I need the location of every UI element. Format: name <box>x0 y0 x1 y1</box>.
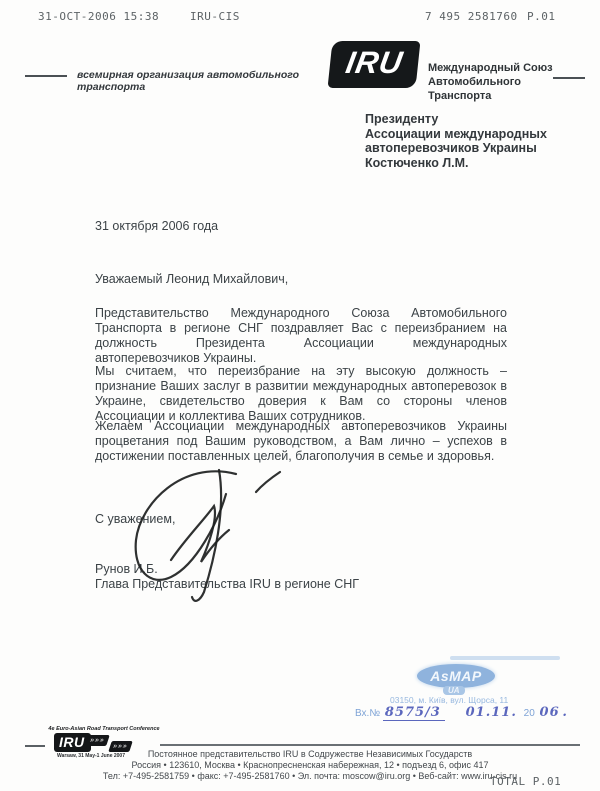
asmap-country-badge: UA <box>443 686 465 695</box>
conference-title-text: 4e Euro-Asian Road Transport Conference <box>48 726 160 732</box>
conference-arrows-icon: »»» <box>109 741 133 752</box>
fax-page-number: P.01 <box>527 10 556 23</box>
fax-sender-id: IRU-CIS <box>190 10 240 23</box>
footer-rule <box>160 744 580 746</box>
stamp-registration-line <box>355 705 585 720</box>
org-name-line2: Автомобильного Транспорта <box>428 75 521 102</box>
asmap-oval-logo <box>417 664 495 688</box>
letterhead-tagline: всемирная организация автомобильного транспорта <box>77 69 300 93</box>
org-name-line1: Международный Союз <box>428 62 553 74</box>
footer-line: Тел: +7-495-2581759 • факс: +7-495-2581760 • Эл. почта: moscow@iru.org • Веб-сайт: www.iru-cis.ru <box>102 771 518 781</box>
stamp-reg-number-handwritten: 8575/3 <box>383 705 445 721</box>
footer-contact-block <box>60 749 560 782</box>
letterhead-org-name <box>428 62 558 103</box>
stamp-reg-date-handwritten: 01.11. <box>465 705 517 720</box>
iru-logo-text: IRU <box>343 45 406 80</box>
letterhead-rule-left <box>25 75 67 77</box>
footer-line: Россия • 123610, Москва • Краснопресненская набережная, 12 • подъезд 6, офис 417 <box>131 760 489 770</box>
iru-logo <box>328 41 421 88</box>
recipient-line: Президенту <box>365 112 439 126</box>
letterhead-rule-right <box>553 77 585 79</box>
recipient-line: Костюченко Л.М. <box>365 155 469 170</box>
conference-location-text: Warsaw, 31 May-1 June 2007 <box>57 753 125 759</box>
footer-line: Постоянное представительство IRU в Содружестве Независимых Государств <box>147 749 473 759</box>
fax-datetime: 31-OCT-2006 15:38 <box>38 10 160 23</box>
conference-arrows-icon: »»» <box>85 735 109 746</box>
stamp-address: 03150, м. Київ, вул. Щорса, 11 <box>390 695 509 705</box>
letter-closing: С уважением, <box>95 512 176 526</box>
stamp-reg-label: Вх.№ <box>355 708 381 719</box>
asmap-receiving-stamp <box>355 650 585 722</box>
footer-rule-left <box>25 745 45 747</box>
stamp-reg-year-handwritten: 06 <box>539 705 560 720</box>
letter-salutation: Уважаемый Леонид Михайлович, <box>95 272 289 286</box>
letter-paragraph: Желаем Ассоциации международных автоперевозчиков Украины процветания под Вашим руководством, а Вам лично – успехов в достижении поставленных целей, благополучия в семье и здоровья. <box>95 419 507 463</box>
letter-paragraph: Мы считаем, что переизбрание на эту высокую должность – признание Ваших заслуг в развитии международных автоперевозок в Украине, свидетельство доверия к Вам со стороны членов Ассоциации и коллектива Ваших сотрудников. <box>95 364 507 423</box>
fax-total-pages: TOTAL P.01 <box>490 775 562 788</box>
handwritten-signature <box>116 460 288 602</box>
conference-iru-logo: IRU <box>54 733 91 752</box>
asmap-logo-text: AsMAP <box>430 668 482 684</box>
recipient-line: автоперевозчиков Украины <box>365 141 537 155</box>
letter-date: 31 октября 2006 года <box>95 219 219 233</box>
recipient-line: Ассоциации международных <box>365 126 547 141</box>
stamp-reg-century: 20 <box>523 708 535 719</box>
signer-title: Глава Представительства IRU в регионе СНГ <box>95 577 360 591</box>
recipient-block <box>365 112 555 170</box>
stamp-reg-period: . <box>562 705 568 720</box>
letter-paragraph: Представительство Международного Союза Автомобильного Транспорта в регионе СНГ поздравляет Вас с переизбранием на должность Президента Ассоциации международных автоперевозчиков Украины. <box>95 306 507 365</box>
signer-name: Рунов И.Б. <box>95 562 158 576</box>
fax-phone-number: 7 495 2581760 <box>425 10 518 23</box>
stamp-smudge <box>450 656 560 660</box>
